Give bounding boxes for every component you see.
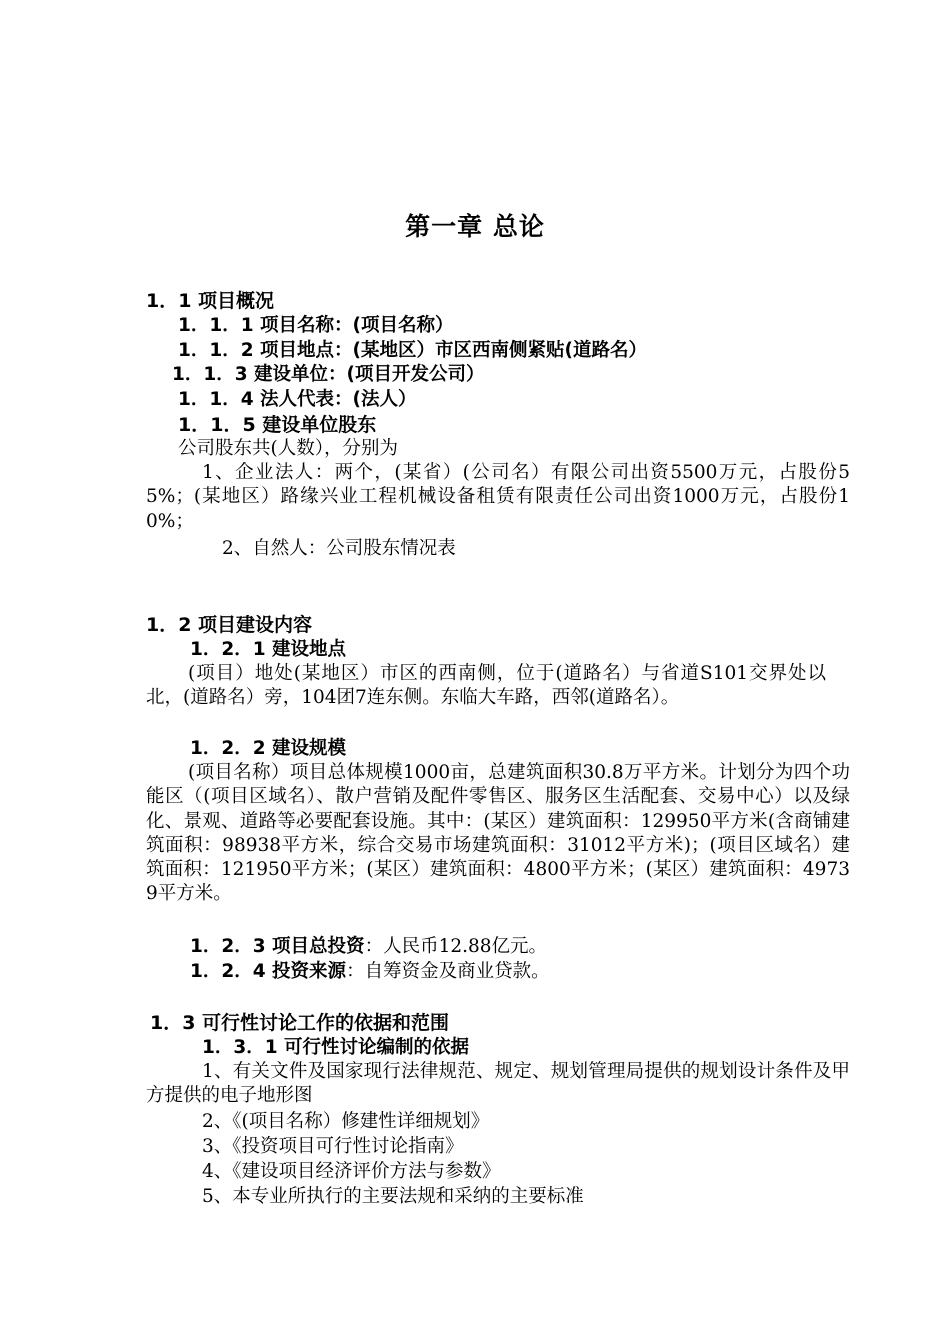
basis-item-1: 1、有关文件及国家现行法律规范、规定、规划管理局提供的规划设计条件及甲方提供的电子地形图 <box>146 1061 850 1107</box>
shareholders-heading: 1．1．5 建设单位股东 <box>178 414 377 436</box>
section-1-2-heading: 1．2 项目建设内容 <box>146 614 313 636</box>
legal-representative-line: 1．1．4 法人代表：(法人） <box>178 389 417 410</box>
chapter-title: 第一章 总论 <box>405 212 545 241</box>
scale-heading: 1．2．2 建设规模 <box>190 738 347 759</box>
section-1-1-heading: 1．1 项目概况 <box>146 290 275 312</box>
shareholders-intro: 公司股东共(人数），分别为 <box>178 438 398 459</box>
basis-heading: 1．3．1 可行性讨论编制的依据 <box>202 1037 470 1058</box>
basis-item-3: 3、《投资项目可行性讨论指南》 <box>202 1136 464 1157</box>
project-name-line: 1．1．1 项目名称：(项目名称） <box>178 315 454 336</box>
basis-item-5: 5、本专业所执行的主要法规和采纳的主要标准 <box>202 1186 584 1207</box>
site-heading: 1．2．1 建设地点 <box>190 639 347 660</box>
investment-source-label: 1．2．4 投资来源 <box>190 961 347 982</box>
investment-source-line <box>190 960 550 984</box>
basis-item-2: 2、《(项目名称）修建性详细规划》 <box>202 1111 490 1132</box>
total-investment-label: 1．2．3 项目总投资 <box>190 936 365 957</box>
shareholders-natural: 2、自然人：公司股东情况表 <box>222 538 456 559</box>
basis-item-4: 4、《建设项目经济评价方法与参数》 <box>202 1161 501 1182</box>
total-investment-value: ：人民币12.88亿元。 <box>364 936 548 957</box>
section-1-3-heading: 1．3 可行性讨论工作的依据和范围 <box>150 1012 450 1034</box>
scale-text: (项目名称）项目总体规模1000亩，总建筑面积30.8万平方米。计划分为四个功能区（(项目区域名）、散户营销及配件零售区、服务区生活配套、交易中心）以及绿化、景观、道路等必要配套设施。其中：(某区）建筑面积：129950平方米(含商铺建筑面积：98938平方米，综合交易市场建筑面积：31012平方米)；(项目区域名）建筑面积：121950平方米；(某区）建筑面积：4800平方米；(某区）建筑面积：49739平方米。 <box>146 762 850 905</box>
project-location-line: 1．1．2 项目地点：(某地区）市区西南侧紧贴(道路名） <box>178 340 647 361</box>
site-text: (项目）地处(某地区）市区的西南侧，位于(道路名）与省道S101交界处以北，(道路名）旁，104团7连东侧。东临大车路，西邻(道路名）。 <box>146 663 826 709</box>
total-investment-line <box>190 935 547 959</box>
shareholders-corporate: 1、企业法人：两个，(某省）(公司名）有限公司出资5500万元，占股份55%；(某地区）路缘兴业工程机械设备租赁有限责任公司出资1000万元，占股份10%； <box>146 462 850 532</box>
investment-source-value: ：自筹资金及商业贷款。 <box>346 961 550 982</box>
construction-unit-line: 1．1．3 建设单位：(项目开发公司） <box>172 364 485 385</box>
